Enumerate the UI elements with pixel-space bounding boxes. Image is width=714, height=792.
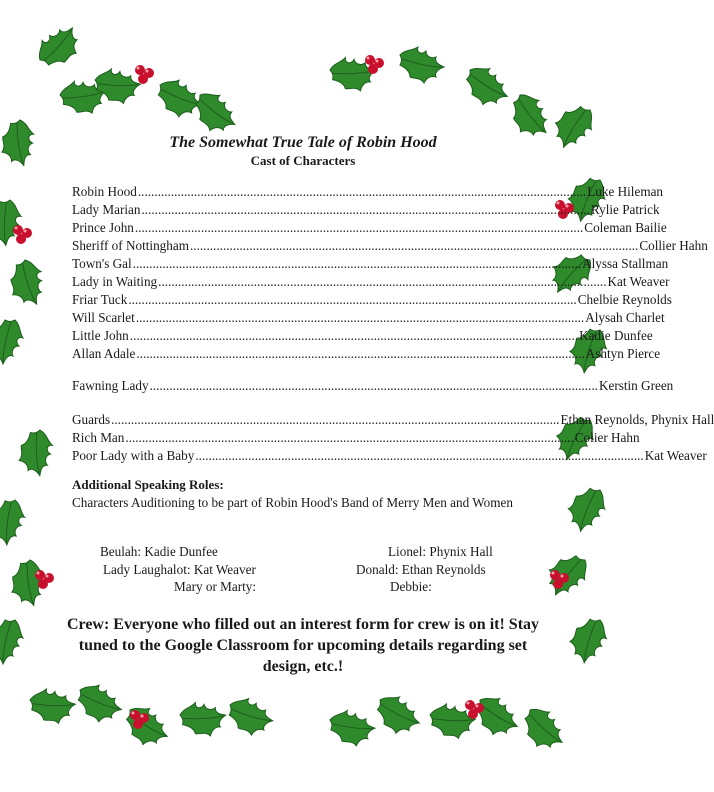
dot-leader: ........................................................................................................................................ xyxy=(136,346,585,361)
cast-row xyxy=(72,346,661,363)
extra-role: Beulah: Kadie Dunfee xyxy=(100,544,218,559)
cast-actor: Ashtyn Pierce xyxy=(585,346,661,361)
cast-row xyxy=(72,220,667,237)
additional-roles-heading: Additional Speaking Roles: xyxy=(72,477,224,492)
dot-leader: ........................................................................................................................................ xyxy=(128,292,577,307)
cast-row xyxy=(72,378,674,395)
cast-actor: Rylie Patrick xyxy=(590,202,660,217)
extra-role: Debbie: xyxy=(390,579,432,594)
dot-leader: ........................................................................................................................................ xyxy=(125,430,574,445)
dot-leader: ........................................................................................................................................ xyxy=(189,238,639,253)
dot-leader: ........................................................................................................................................ xyxy=(134,220,584,235)
extra-role: Donald: Ethan Reynolds xyxy=(356,562,486,577)
cast-role: Friar Tuck xyxy=(72,292,128,307)
cast-actor: Luke Hileman xyxy=(587,184,664,199)
dot-leader: ........................................................................................................................................ xyxy=(132,256,582,271)
holly-corner-top-left xyxy=(33,18,243,139)
cast-actor: Kadie Dunfee xyxy=(579,328,653,343)
cast-role: Prince John xyxy=(72,220,134,235)
dot-leader: ........................................................................................................................................ xyxy=(195,448,644,463)
cast-row xyxy=(72,310,665,327)
cast-role: Lady Marian xyxy=(72,202,141,217)
holly-side-left xyxy=(0,117,54,364)
cast-actor: Kat Weaver xyxy=(644,448,707,463)
dot-leader: ........................................................................................................................................ xyxy=(141,202,590,217)
dot-leader: ........................................................................................................................................ xyxy=(158,274,607,289)
extra-role: Mary or Marty: xyxy=(174,579,257,594)
dot-leader: ........................................................................................................................................ xyxy=(149,378,598,393)
cast-role: Will Scarlet xyxy=(72,310,135,325)
cast-role: Town's Gal xyxy=(72,256,132,271)
dot-leader: ........................................................................................................................................ xyxy=(137,184,587,199)
cast-role: Sheriff of Nottingham xyxy=(72,238,189,253)
holly-corner-bottom-right xyxy=(329,692,572,756)
cast-role: Lady in Waiting xyxy=(72,274,158,289)
cast-actor: Alyssa Stallman xyxy=(582,256,669,271)
dot-leader: ........................................................................................................................................ xyxy=(135,310,585,325)
cast-actor: Colier Hahn xyxy=(574,430,640,445)
cast-role: Allan Adale xyxy=(72,346,136,361)
additional-roles-description: Characters Auditioning to be part of Robin Hood's Band of Merry Men and Women xyxy=(72,495,513,510)
cast-row xyxy=(72,328,653,345)
cast-row xyxy=(72,238,708,255)
cast-row xyxy=(72,412,714,429)
cast-row xyxy=(72,256,669,273)
cast-actor: Kerstin Green xyxy=(598,378,674,393)
cast-actor: Chelbie Reynolds xyxy=(577,292,672,307)
cast-actor: Coleman Bailie xyxy=(584,220,667,235)
cast-role: Fawning Lady xyxy=(72,378,149,393)
page-subtitle: Cast of Characters xyxy=(250,153,356,168)
extra-role: Lionel: Phynix Hall xyxy=(388,544,493,559)
holly-corner-top-right xyxy=(328,47,559,145)
crew-note: Crew: Everyone who filled out an interest form for crew is on it! Stay tuned to the Google Classroom for upcoming details regarding set design, etc.! xyxy=(66,616,540,675)
cast-row xyxy=(72,430,640,447)
extra-role: Lady Laughalot: Kat Weaver xyxy=(103,562,256,577)
cast-role: Poor Lady with a Baby xyxy=(72,448,195,463)
cast-role: Rich Man xyxy=(72,430,125,445)
cast-role: Guards xyxy=(72,412,111,427)
cast-row xyxy=(72,448,707,465)
cast-row xyxy=(72,292,672,309)
dot-leader: ........................................................................................................................................ xyxy=(111,412,560,427)
cast-role: Robin Hood xyxy=(72,184,137,199)
cast-row xyxy=(72,202,660,219)
holly-side-left-lower xyxy=(0,428,59,664)
holly-corner-bottom-left xyxy=(29,682,275,751)
cast-actor: Alysah Charlet xyxy=(585,310,665,325)
page-title: The Somewhat True Tale of Robin Hood xyxy=(169,134,437,151)
dot-leader: ........................................................................................................................................ xyxy=(129,328,579,343)
cast-row xyxy=(72,274,670,291)
cast-actor: Kat Weaver xyxy=(607,274,670,289)
cast-role: Little John xyxy=(72,328,129,343)
cast-actor: Collier Hahn xyxy=(639,238,708,253)
cast-row xyxy=(72,184,664,201)
cast-actor: Ethan Reynolds, Phynix Hall xyxy=(560,412,714,427)
